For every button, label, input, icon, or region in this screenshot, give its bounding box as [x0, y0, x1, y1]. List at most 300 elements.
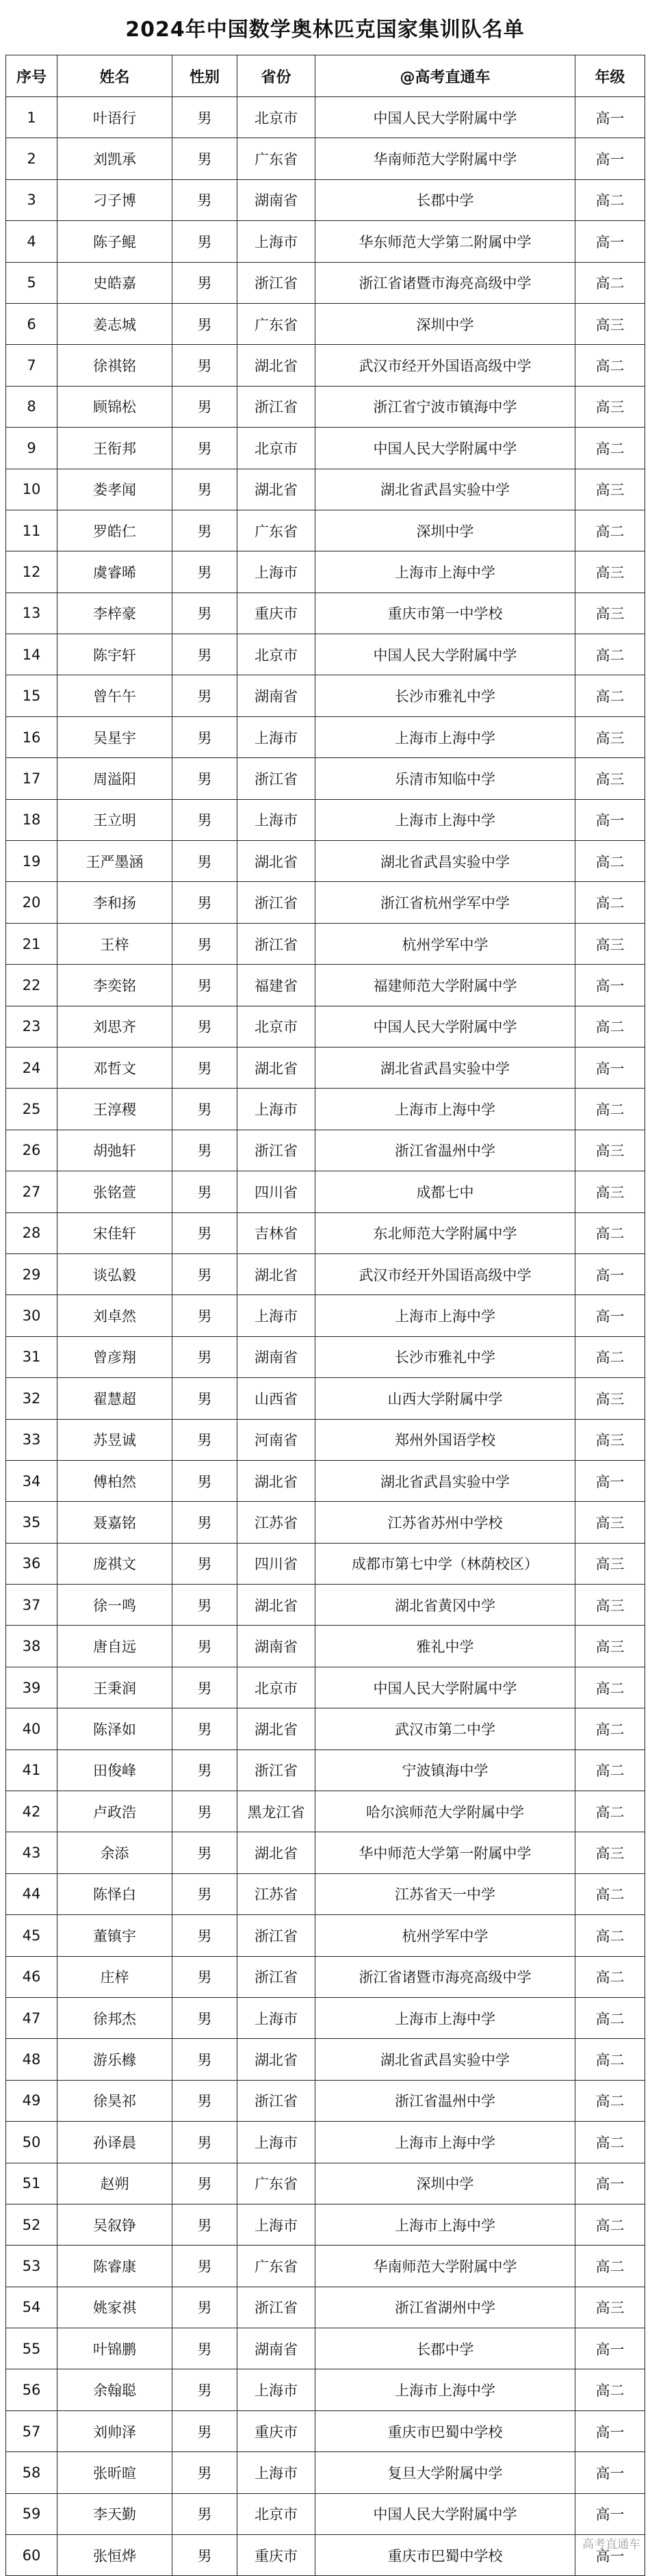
table-row: [6, 221, 645, 262]
cell-school: 杭州学军中学: [315, 1915, 575, 1956]
cell-name: 王梓: [57, 923, 172, 964]
table-row: [6, 2410, 645, 2451]
cell-grade: 高三: [575, 1626, 645, 1667]
header-school: @高考直通车: [315, 55, 575, 97]
cell-province: 重庆市: [237, 2535, 315, 2576]
cell-name: 虞睿晞: [57, 551, 172, 593]
cell-school: 上海市上海中学: [315, 716, 575, 757]
cell-grade: 高二: [575, 1791, 645, 1832]
cell-gender: 男: [172, 2328, 237, 2369]
cell-province: 浙江省: [237, 386, 315, 427]
cell-province: 重庆市: [237, 2410, 315, 2451]
cell-name: 刘思齐: [57, 1006, 172, 1047]
cell-grade: 高二: [575, 1997, 645, 2038]
cell-school: 成都七中: [315, 1171, 575, 1212]
cell-school: 上海市上海中学: [315, 2204, 575, 2245]
cell-number: 57: [6, 2410, 57, 2451]
cell-school: 乐清市知临中学: [315, 758, 575, 799]
cell-gender: 男: [172, 1708, 237, 1749]
table-row: [6, 386, 645, 427]
cell-number: 42: [6, 1791, 57, 1832]
cell-gender: 男: [172, 2369, 237, 2410]
cell-number: 12: [6, 551, 57, 593]
cell-province: 湖北省: [237, 1047, 315, 1088]
cell-province: 广东省: [237, 138, 315, 179]
table-row: [6, 1089, 645, 1130]
cell-province: 四川省: [237, 1171, 315, 1212]
cell-number: 11: [6, 510, 57, 551]
cell-name: 谈弘毅: [57, 1253, 172, 1294]
cell-number: 6: [6, 303, 57, 344]
cell-province: 湖北省: [237, 345, 315, 386]
cell-school: 重庆市巴蜀中学校: [315, 2410, 575, 2451]
cell-name: 胡弛轩: [57, 1130, 172, 1171]
cell-number: 35: [6, 1502, 57, 1543]
cell-number: 16: [6, 716, 57, 757]
cell-gender: 男: [172, 1873, 237, 1914]
cell-gender: 男: [172, 428, 237, 469]
cell-number: 24: [6, 1047, 57, 1088]
table-row: [6, 1006, 645, 1047]
cell-name: 姜志城: [57, 303, 172, 344]
cell-grade: 高三: [575, 1378, 645, 1419]
table-row: [6, 1130, 645, 1171]
cell-gender: 男: [172, 1832, 237, 1873]
cell-name: 周溢阳: [57, 758, 172, 799]
cell-name: 王秉润: [57, 1667, 172, 1708]
table-row: [6, 1295, 645, 1336]
cell-school: 湖北省武昌实验中学: [315, 841, 575, 882]
cell-gender: 男: [172, 2493, 237, 2534]
table-row: [6, 1626, 645, 1667]
cell-province: 北京市: [237, 428, 315, 469]
cell-province: 浙江省: [237, 1749, 315, 1791]
cell-name: 陈睿康: [57, 2246, 172, 2287]
cell-number: 4: [6, 221, 57, 262]
cell-school: 浙江省宁波市镇海中学: [315, 386, 575, 427]
cell-name: 曾彦翔: [57, 1336, 172, 1377]
table-row: [6, 428, 645, 469]
cell-school: 郑州外国语学校: [315, 1419, 575, 1460]
cell-number: 9: [6, 428, 57, 469]
table-row: [6, 1749, 645, 1791]
cell-name: 李梓豪: [57, 593, 172, 634]
cell-province: 上海市: [237, 2122, 315, 2163]
cell-number: 50: [6, 2122, 57, 2163]
cell-name: 吴叙铮: [57, 2204, 172, 2245]
cell-grade: 高二: [575, 1873, 645, 1914]
cell-gender: 男: [172, 386, 237, 427]
cell-gender: 男: [172, 2163, 237, 2204]
cell-gender: 男: [172, 469, 237, 510]
table-row: [6, 593, 645, 634]
table-row: [6, 1419, 645, 1460]
cell-grade: 高一: [575, 2328, 645, 2369]
cell-name: 刘凯承: [57, 138, 172, 179]
cell-school: 长沙市雅礼中学: [315, 1336, 575, 1377]
cell-school: 重庆市巴蜀中学校: [315, 2535, 575, 2576]
cell-number: 28: [6, 1212, 57, 1253]
cell-number: 59: [6, 2493, 57, 2534]
cell-province: 浙江省: [237, 923, 315, 964]
cell-name: 刘帅泽: [57, 2410, 172, 2451]
cell-name: 吴星宇: [57, 716, 172, 757]
cell-gender: 男: [172, 1915, 237, 1956]
cell-grade: 高二: [575, 1749, 645, 1791]
cell-grade: 高二: [575, 262, 645, 303]
table-row: [6, 634, 645, 675]
table-row: [6, 1873, 645, 1914]
cell-grade: 高二: [575, 1089, 645, 1130]
roster-table: [5, 55, 645, 2576]
cell-gender: 男: [172, 2122, 237, 2163]
table-row: [6, 2535, 645, 2576]
table-row: [6, 469, 645, 510]
cell-grade: 高二: [575, 179, 645, 220]
cell-name: 陈子鲲: [57, 221, 172, 262]
cell-number: 27: [6, 1171, 57, 1212]
cell-number: 40: [6, 1708, 57, 1749]
cell-school: 哈尔滨师范大学附属中学: [315, 1791, 575, 1832]
cell-grade: 高一: [575, 965, 645, 1006]
table-row: [6, 97, 645, 138]
cell-number: 44: [6, 1873, 57, 1914]
cell-school: 浙江省湖州中学: [315, 2287, 575, 2328]
cell-school: 上海市上海中学: [315, 799, 575, 840]
cell-number: 25: [6, 1089, 57, 1130]
table-row: [6, 303, 645, 344]
cell-grade: 高二: [575, 882, 645, 923]
table-row: [6, 2204, 645, 2245]
cell-school: 上海市上海中学: [315, 551, 575, 593]
cell-gender: 男: [172, 2080, 237, 2121]
cell-number: 51: [6, 2163, 57, 2204]
cell-name: 徐邦杰: [57, 1997, 172, 2038]
cell-gender: 男: [172, 1253, 237, 1294]
cell-number: 17: [6, 758, 57, 799]
cell-gender: 男: [172, 510, 237, 551]
cell-gender: 男: [172, 1130, 237, 1171]
table-row: [6, 1956, 645, 1997]
cell-gender: 男: [172, 97, 237, 138]
table-row: [6, 1047, 645, 1088]
cell-province: 浙江省: [237, 2287, 315, 2328]
cell-grade: 高一: [575, 97, 645, 138]
cell-name: 苏昱诚: [57, 1419, 172, 1460]
cell-number: 15: [6, 675, 57, 716]
cell-name: 李和扬: [57, 882, 172, 923]
cell-grade: 高三: [575, 923, 645, 964]
cell-gender: 男: [172, 1956, 237, 1997]
cell-gender: 男: [172, 758, 237, 799]
cell-grade: 高三: [575, 593, 645, 634]
cell-gender: 男: [172, 138, 237, 179]
cell-province: 湖北省: [237, 1253, 315, 1294]
cell-grade: 高一: [575, 1295, 645, 1336]
cell-school: 浙江省温州中学: [315, 2080, 575, 2121]
cell-gender: 男: [172, 1006, 237, 1047]
cell-number: 23: [6, 1006, 57, 1047]
cell-grade: 高三: [575, 1502, 645, 1543]
cell-grade: 高二: [575, 841, 645, 882]
cell-province: 上海市: [237, 1997, 315, 2038]
cell-school: 武汉市经开外国语高级中学: [315, 345, 575, 386]
cell-grade: 高二: [575, 2122, 645, 2163]
cell-province: 山西省: [237, 1378, 315, 1419]
table-row: [6, 2080, 645, 2121]
cell-gender: 男: [172, 1997, 237, 2038]
cell-province: 广东省: [237, 510, 315, 551]
cell-number: 14: [6, 634, 57, 675]
cell-school: 中国人民大学附属中学: [315, 634, 575, 675]
cell-name: 王立明: [57, 799, 172, 840]
cell-grade: 高一: [575, 138, 645, 179]
cell-grade: 高三: [575, 758, 645, 799]
table-row: [6, 345, 645, 386]
cell-province: 浙江省: [237, 262, 315, 303]
cell-province: 浙江省: [237, 2080, 315, 2121]
cell-name: 田俊峰: [57, 1749, 172, 1791]
cell-school: 宁波镇海中学: [315, 1749, 575, 1791]
cell-number: 22: [6, 965, 57, 1006]
table-row: [6, 1667, 645, 1708]
cell-gender: 男: [172, 1502, 237, 1543]
table-row: [6, 1378, 645, 1419]
cell-province: 江苏省: [237, 1873, 315, 1914]
cell-province: 广东省: [237, 2163, 315, 2204]
cell-province: 湖北省: [237, 2039, 315, 2080]
cell-gender: 男: [172, 799, 237, 840]
cell-province: 河南省: [237, 1419, 315, 1460]
cell-grade: 高一: [575, 221, 645, 262]
cell-gender: 男: [172, 593, 237, 634]
cell-gender: 男: [172, 221, 237, 262]
table-row: [6, 2163, 645, 2204]
cell-name: 徐一鸣: [57, 1585, 172, 1626]
table-row: [6, 551, 645, 593]
cell-gender: 男: [172, 2535, 237, 2576]
table-row: [6, 510, 645, 551]
table-row: [6, 923, 645, 964]
cell-gender: 男: [172, 1171, 237, 1212]
cell-number: 43: [6, 1832, 57, 1873]
cell-gender: 男: [172, 965, 237, 1006]
cell-name: 卢政浩: [57, 1791, 172, 1832]
table-row: [6, 1253, 645, 1294]
table-row: [6, 138, 645, 179]
cell-number: 47: [6, 1997, 57, 2038]
cell-number: 48: [6, 2039, 57, 2080]
cell-gender: 男: [172, 1212, 237, 1253]
cell-province: 上海市: [237, 221, 315, 262]
cell-name: 李奕铭: [57, 965, 172, 1006]
cell-school: 浙江省温州中学: [315, 1130, 575, 1171]
cell-name: 张恒烨: [57, 2535, 172, 2576]
cell-province: 四川省: [237, 1543, 315, 1584]
cell-school: 长郡中学: [315, 2328, 575, 2369]
cell-province: 北京市: [237, 1006, 315, 1047]
cell-number: 33: [6, 1419, 57, 1460]
cell-name: 刘卓然: [57, 1295, 172, 1336]
table-row: [6, 2039, 645, 2080]
cell-number: 54: [6, 2287, 57, 2328]
cell-school: 华东师范大学第二附属中学: [315, 221, 575, 262]
cell-grade: 高二: [575, 510, 645, 551]
cell-school: 湖北省武昌实验中学: [315, 1460, 575, 1501]
cell-grade: 高二: [575, 2246, 645, 2287]
cell-gender: 男: [172, 2287, 237, 2328]
header-name: 姓名: [57, 55, 172, 97]
cell-school: 浙江省诸暨市海亮高级中学: [315, 262, 575, 303]
cell-grade: 高一: [575, 2452, 645, 2493]
table-row: [6, 1502, 645, 1543]
cell-school: 中国人民大学附属中学: [315, 1006, 575, 1047]
cell-grade: 高三: [575, 2287, 645, 2328]
cell-province: 浙江省: [237, 1915, 315, 1956]
cell-school: 湖北省武昌实验中学: [315, 2039, 575, 2080]
cell-name: 徐祺铭: [57, 345, 172, 386]
cell-name: 宋佳轩: [57, 1212, 172, 1253]
table-row: [6, 841, 645, 882]
cell-name: 叶锦鹏: [57, 2328, 172, 2369]
cell-province: 湖南省: [237, 1336, 315, 1377]
cell-gender: 男: [172, 1585, 237, 1626]
cell-name: 史皓嘉: [57, 262, 172, 303]
cell-number: 19: [6, 841, 57, 882]
cell-province: 江苏省: [237, 1502, 315, 1543]
cell-name: 王衔邦: [57, 428, 172, 469]
cell-grade: 高三: [575, 716, 645, 757]
cell-gender: 男: [172, 882, 237, 923]
cell-gender: 男: [172, 675, 237, 716]
table-row: [6, 1915, 645, 1956]
cell-province: 上海市: [237, 551, 315, 593]
cell-province: 吉林省: [237, 1212, 315, 1253]
cell-grade: 高一: [575, 2535, 645, 2576]
cell-name: 余翰聪: [57, 2369, 172, 2410]
cell-name: 王淳稷: [57, 1089, 172, 1130]
table-body: [6, 97, 645, 2576]
cell-school: 雅礼中学: [315, 1626, 575, 1667]
cell-school: 成都市第七中学（林荫校区）: [315, 1543, 575, 1584]
cell-school: 中国人民大学附属中学: [315, 428, 575, 469]
cell-province: 广东省: [237, 303, 315, 344]
cell-school: 重庆市第一中学校: [315, 593, 575, 634]
cell-grade: 高三: [575, 303, 645, 344]
header-gender: 性别: [172, 55, 237, 97]
cell-gender: 男: [172, 1460, 237, 1501]
cell-gender: 男: [172, 1047, 237, 1088]
cell-province: 湖北省: [237, 1585, 315, 1626]
cell-province: 重庆市: [237, 593, 315, 634]
cell-gender: 男: [172, 1626, 237, 1667]
table-row: [6, 1171, 645, 1212]
cell-province: 湖南省: [237, 1626, 315, 1667]
cell-province: 湖北省: [237, 1708, 315, 1749]
cell-province: 上海市: [237, 2452, 315, 2493]
cell-number: 1: [6, 97, 57, 138]
cell-number: 8: [6, 386, 57, 427]
cell-school: 长郡中学: [315, 179, 575, 220]
cell-name: 翟慧超: [57, 1378, 172, 1419]
cell-number: 5: [6, 262, 57, 303]
cell-number: 36: [6, 1543, 57, 1584]
cell-number: 46: [6, 1956, 57, 1997]
table-row: [6, 1791, 645, 1832]
cell-grade: 高一: [575, 1460, 645, 1501]
cell-grade: 高二: [575, 345, 645, 386]
cell-province: 福建省: [237, 965, 315, 1006]
cell-grade: 高二: [575, 1006, 645, 1047]
cell-grade: 高三: [575, 1171, 645, 1212]
cell-school: 深圳中学: [315, 510, 575, 551]
header-grade: 年级: [575, 55, 645, 97]
cell-number: 41: [6, 1749, 57, 1791]
cell-school: 湖北省武昌实验中学: [315, 1047, 575, 1088]
cell-gender: 男: [172, 1336, 237, 1377]
cell-number: 53: [6, 2246, 57, 2287]
cell-name: 陈泽如: [57, 1708, 172, 1749]
cell-name: 张昕暄: [57, 2452, 172, 2493]
table-row: [6, 758, 645, 799]
cell-province: 湖北省: [237, 469, 315, 510]
cell-name: 王严墨涵: [57, 841, 172, 882]
cell-number: 2: [6, 138, 57, 179]
cell-name: 邓哲文: [57, 1047, 172, 1088]
table-header-row: [6, 55, 645, 97]
cell-gender: 男: [172, 634, 237, 675]
watermark: 高考直通车: [582, 2538, 640, 2551]
cell-number: 26: [6, 1130, 57, 1171]
cell-school: 上海市上海中学: [315, 1997, 575, 2038]
table-row: [6, 2287, 645, 2328]
header-province: 省份: [237, 55, 315, 97]
cell-name: 庄梓: [57, 1956, 172, 1997]
cell-name: 孙译晨: [57, 2122, 172, 2163]
cell-name: 徐昊祁: [57, 2080, 172, 2121]
cell-grade: 高二: [575, 675, 645, 716]
cell-grade: 高一: [575, 799, 645, 840]
cell-number: 3: [6, 179, 57, 220]
cell-gender: 男: [172, 2246, 237, 2287]
cell-name: 余添: [57, 1832, 172, 1873]
cell-gender: 男: [172, 345, 237, 386]
cell-gender: 男: [172, 1543, 237, 1584]
cell-grade: 高一: [575, 2410, 645, 2451]
cell-name: 叶语行: [57, 97, 172, 138]
cell-province: 湖南省: [237, 675, 315, 716]
cell-number: 7: [6, 345, 57, 386]
cell-province: 北京市: [237, 1667, 315, 1708]
cell-number: 34: [6, 1460, 57, 1501]
cell-grade: 高二: [575, 1667, 645, 1708]
table-row: [6, 1585, 645, 1626]
cell-province: 浙江省: [237, 758, 315, 799]
cell-grade: 高二: [575, 1336, 645, 1377]
cell-school: 深圳中学: [315, 303, 575, 344]
table-row: [6, 2122, 645, 2163]
cell-gender: 男: [172, 179, 237, 220]
cell-province: 湖北省: [237, 1832, 315, 1873]
cell-number: 32: [6, 1378, 57, 1419]
cell-number: 56: [6, 2369, 57, 2410]
cell-number: 13: [6, 593, 57, 634]
cell-name: 姚家祺: [57, 2287, 172, 2328]
cell-school: 江苏省天一中学: [315, 1873, 575, 1914]
cell-school: 中国人民大学附属中学: [315, 1667, 575, 1708]
cell-school: 复旦大学附属中学: [315, 2452, 575, 2493]
cell-school: 华南师范大学附属中学: [315, 2246, 575, 2287]
